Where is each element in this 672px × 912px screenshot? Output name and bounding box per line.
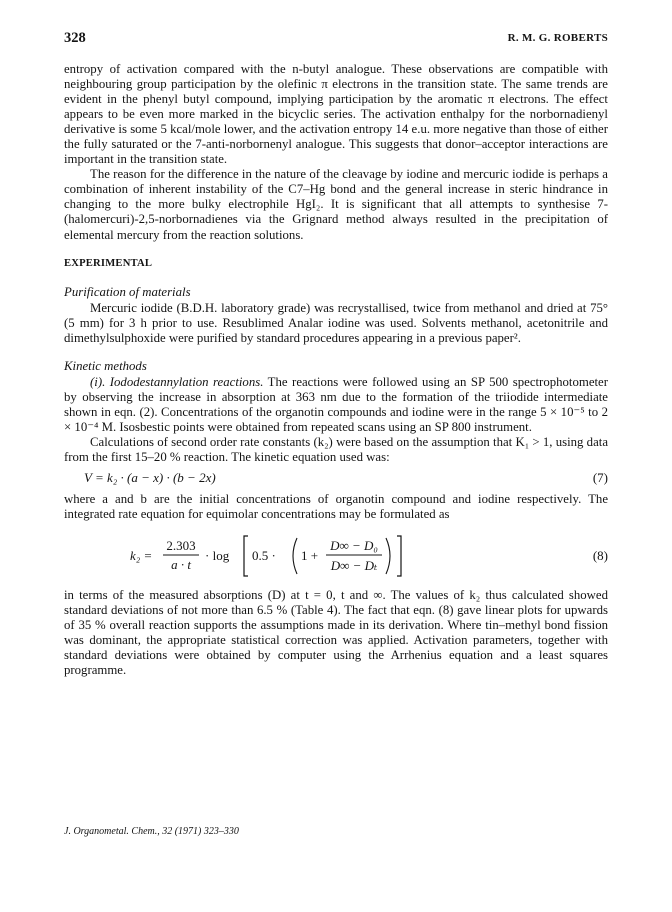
journal-citation: J. Organometal. Chem., 32 (1971) 323–330 (64, 826, 239, 837)
equation-7 (64, 468, 608, 490)
equation-8-number: (8) (592, 548, 608, 564)
equation-8-k2: k₂ = (130, 548, 153, 564)
page-header (64, 30, 608, 48)
subsection-heading-kinetic: Kinetic methods (64, 358, 147, 373)
equation-8-left-paren (293, 538, 297, 574)
page-number: 328 (64, 30, 86, 46)
purification-paragraph: Mercuric iodide (B.D.H. laboratory grade) was recrystallised, twice from methanol and dried at 75° (5 mm) for 3 h prior to use. Resublimed Analar iodine was used. Solvents methanol, acetonitrile and dimethylsulphoxide were purified by standard procedures appearing in a previous paper². (64, 300, 608, 345)
kinetic-paragraph-1 (64, 375, 608, 435)
equation-7-expression: V = k₂ · (a − x) · (b − 2x) (84, 469, 216, 485)
item-label: (i). Iododestannylation reactions. (90, 374, 264, 389)
section-heading-experimental: EXPERIMENTAL (64, 257, 153, 269)
body-paragraph-1: entropy of activation compared with the n-butyl analogue. These observations are compatible with neighbouring group participation by the olefinic π electrons in the transition state. The same trends are evident in the phenyl butyl compound, implying participation by the aromatic π electrons. The effect appears to be even more marked in the bicyclic series. The activation enthalpy for the norbornadienyl derivative is some 5 kcal/mole lower, and the activation entropy 14 e.u. more negative than those of either the fully saturated or the 7-anti-norbornenyl analogue. This suggests that donor–acceptor interactions are important in the transition state. (64, 62, 608, 167)
equation-8-frac1-denominator: a · t (171, 557, 191, 573)
running-head: R. M. G. ROBERTS (507, 32, 608, 44)
equation-8-frac2-denominator: D∞ − Dₜ (330, 558, 378, 574)
kinetic-paragraph-4: in terms of the measured absorptions (D) at t = 0, t and ∞. The values of k₂ thus calculated showed standard deviations of not more than 6.5 % (Table 4). The fact that eqn. (8) gave linear plots for upwards of 35 % overall reaction supports the assumptions made in its derivation. Where tin–methyl bond fission was dominant, the appropriate statistical correction was applied. Activation parameters, together with standard deviations were obtained by computer using the Arrhenius equation and a least squares programme. (64, 588, 608, 678)
subsection-heading-purification: Purification of materials (64, 284, 191, 299)
kinetic-paragraph-1-text: The reactions were followed using an SP 500 spectrophotometer by observing the increase in absorption at 363 nm due to the formation of the triiodide intermediate shown in eqn. (2). Concentrations of the organotin compounds and iodine were in the range 5 × 10⁻⁵ to 2 × 10⁻⁴ M. Isosbestic points were obtained from repeated scans using an SP 800 instrument. (64, 374, 608, 434)
journal-page (64, 30, 608, 678)
equation-7-number: (7) (592, 469, 608, 485)
equation-8-log: · log (205, 548, 230, 564)
kinetic-paragraph-3: where a and b are the initial concentrations of organotin compound and iodine respectively. The integrated rate equation for equimolar concentrations may be formulated as (64, 491, 608, 522)
equation-8-left-bracket (244, 536, 248, 576)
equation-8-frac1-numerator: 2.303 (166, 538, 196, 554)
body-paragraph-2: The reason for the difference in the nature of the cleavage by iodine and mercuric iodide is perhaps a combination of inherent instability of the C7–Hg bond and the general increase in steric hindrance in changing to the more bulky electrophile HgI₂. It is significant that all attempts to synthesise 7-(halomercuri)-2,5-norbornadienes via the Grignard method always resulted in the precipitation of elemental mercury from the reaction solutions. (64, 167, 608, 242)
equation-8-frac2-numerator: D∞ − D₀ (330, 538, 378, 554)
equation-8 (64, 528, 608, 584)
equation-8-one-plus: 1 + (301, 548, 319, 564)
equation-8-right-bracket (397, 536, 401, 576)
equation-8-right-paren (386, 538, 390, 574)
equation-8-inner: 0.5 · (252, 548, 276, 564)
kinetic-paragraph-2: Calculations of second order rate constants (k₂) were based on the assumption that K₁ > 1, using data from the first 15–20 % reaction. The kinetic equation used was: (64, 434, 608, 464)
equation-8-graphic (64, 528, 608, 584)
